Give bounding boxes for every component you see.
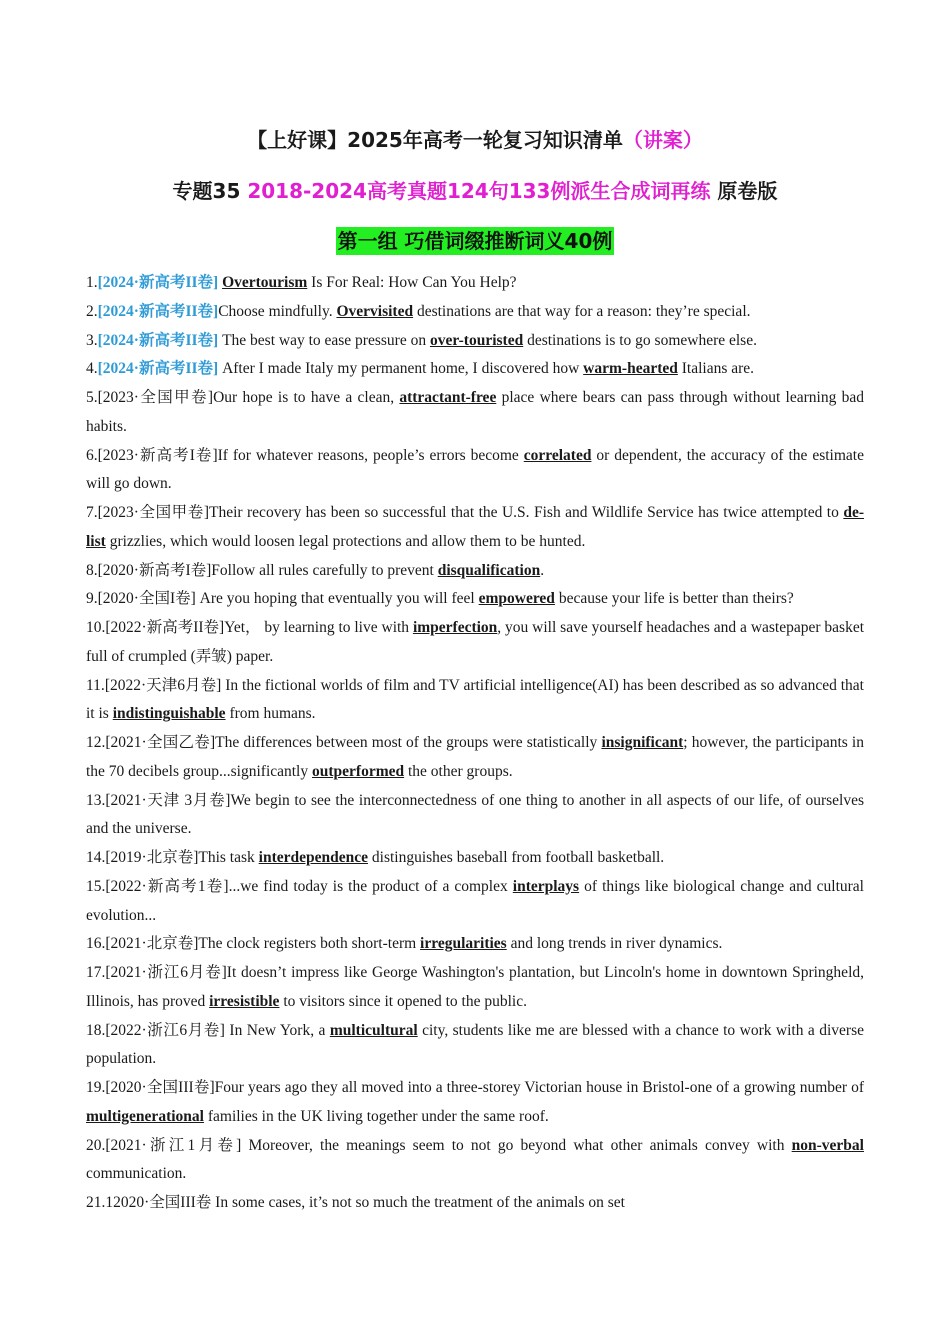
item-text: destinations are that way for a reason: they’re special.	[413, 302, 751, 320]
item-text: Choose mindfully.	[218, 302, 337, 320]
item-source: [2022·新高考1卷]	[105, 877, 229, 895]
item-source: [2024·新高考II卷]	[97, 274, 219, 291]
list-item	[86, 959, 864, 1017]
item-source: [2023·新高考I卷]	[97, 446, 218, 464]
item-number: 10.	[86, 619, 106, 636]
list-item	[86, 1017, 864, 1075]
item-keyword: multigenerational	[86, 1107, 204, 1125]
item-text: of things like biological change and cultural evolution...	[86, 877, 864, 924]
list-item	[86, 269, 864, 298]
item-text: ...we find today is the product of a complex	[228, 877, 513, 895]
item-text: because your life is better than theirs?	[554, 590, 794, 608]
list-item	[86, 930, 864, 959]
item-number: 2.	[86, 302, 98, 320]
item-source: [2020·全国III卷]	[105, 1079, 215, 1096]
item-text: After I made Italy my permanent home, I discovered how	[218, 360, 584, 378]
item-text: or dependent, the accuracy of the estimate will go down.	[86, 446, 864, 493]
item-text: distinguishes baseball from football basketball.	[368, 849, 665, 866]
item-source: 12020·全国III卷	[105, 1194, 212, 1211]
item-source: [2023·全国甲卷]	[97, 504, 209, 521]
item-number: 18.	[86, 1021, 106, 1039]
item-number: 9.	[86, 590, 98, 608]
item-number: 15.	[86, 877, 106, 895]
item-number: 12.	[86, 734, 106, 751]
item-number: 6.	[86, 446, 98, 464]
item-text: .	[540, 561, 545, 579]
item-text: Yet， by learning to live with	[224, 619, 413, 636]
list-item	[86, 729, 864, 787]
item-number: 20.	[86, 1136, 106, 1154]
item-keyword: insignificant	[601, 734, 684, 751]
list-item	[86, 327, 864, 356]
item-keyword: de-list	[86, 504, 864, 550]
item-text: The differences between most of the groups were statistically	[215, 734, 602, 751]
list-item	[86, 873, 864, 931]
list-item	[86, 614, 864, 672]
item-number: 7.	[86, 504, 98, 521]
item-keyword: correlated	[523, 446, 592, 464]
item-keyword: disqualification	[437, 561, 541, 579]
item-source: [2022·天津6月卷]	[104, 676, 222, 694]
item-text: We begin to see the interconnectedness of one thing to another in all aspects of our life, of ourselves and the universe.	[86, 791, 864, 838]
item-text: Follow all rules carefully to prevent	[211, 561, 438, 579]
sentence-list	[86, 269, 864, 1218]
item-text: Four years ago they all moved into a three-storey Victorian house in Bristol-one of a growing number of	[214, 1079, 864, 1096]
item-source: [2021·天津 3月卷]	[105, 791, 231, 809]
item-text: grizzlies, which would loosen legal protections and allow them to be hunted.	[105, 532, 586, 550]
item-keyword: over-touristed	[429, 331, 524, 349]
item-source: [2020·全国I卷]	[97, 590, 196, 608]
document-title: 【上好课】2025年高考一轮复习知识清单（讲案）	[247, 128, 703, 152]
item-number: 5.	[86, 389, 98, 406]
list-item	[86, 1189, 864, 1218]
section-heading: 第一组 巧借词缀推断词义40例	[337, 229, 613, 253]
item-text: the other groups.	[404, 762, 513, 780]
list-item	[86, 787, 864, 845]
list-item	[86, 1074, 864, 1132]
item-text: The clock registers both short-term	[198, 935, 421, 953]
item-number: 13.	[86, 791, 106, 809]
item-text: If for whatever reasons, people’s errors become	[217, 446, 524, 464]
list-item	[86, 585, 864, 614]
item-text: families in the UK living together under the same roof.	[203, 1107, 549, 1125]
item-text: In the fictional worlds of film and TV artificial intelligence(AI) has been described as so advanced that it is	[86, 676, 864, 723]
item-source: [2021·全国乙卷]	[105, 734, 216, 751]
list-item	[86, 844, 864, 873]
item-number: 21.	[86, 1194, 106, 1211]
item-keyword: interdependence	[258, 849, 369, 866]
item-keyword: interplays	[512, 877, 580, 895]
item-keyword: imperfection	[412, 619, 498, 636]
list-item	[86, 557, 864, 586]
item-number: 17.	[86, 964, 106, 981]
item-source: [2020·新高考I卷]	[97, 561, 212, 579]
item-source: [2022·新高考II卷]	[105, 619, 225, 636]
item-text: It doesn’t impress like George Washington's plantation, but Lincoln's home in downtown Springheld, Illinois, has proved	[86, 964, 864, 1010]
list-item	[86, 499, 864, 557]
item-number: 14.	[86, 849, 106, 866]
list-item	[86, 355, 864, 384]
item-keyword: Overvisited	[336, 302, 414, 320]
item-text: to visitors since it opened to the public.	[279, 992, 527, 1010]
item-source: [2019·北京卷]	[105, 849, 199, 866]
item-keyword: empowered	[478, 590, 555, 608]
item-number: 8.	[86, 561, 98, 579]
item-source: [2024·新高考II卷]	[97, 331, 219, 349]
item-source: [2021·北京卷]	[105, 935, 199, 953]
item-text: Are you hoping that eventually you will feel	[195, 590, 479, 608]
item-keyword: indistinguishable	[112, 705, 226, 723]
item-number: 3.	[86, 331, 98, 349]
item-keyword: multicultural	[329, 1021, 418, 1039]
item-number: 11.	[86, 676, 105, 694]
item-keyword: irresistible	[209, 992, 280, 1010]
item-keyword: Overtourism	[222, 274, 308, 291]
item-number: 16.	[86, 935, 106, 953]
item-number: 4.	[86, 360, 98, 378]
item-text: Their recovery has been so successful that the U.S. Fish and Wildlife Service has twice attempted to	[209, 504, 844, 521]
item-text: Is For Real: How Can You Help?	[307, 274, 517, 291]
item-text: In some cases, it’s not so much the treatment of the animals on set	[211, 1194, 625, 1211]
item-keyword: irregularities	[420, 935, 507, 953]
item-text: communication.	[86, 1165, 187, 1183]
item-text: from humans.	[225, 705, 316, 723]
list-item	[86, 672, 864, 730]
item-text: Our hope is to have a clean,	[213, 389, 400, 406]
document-subtitle: 专题35 2018-2024高考真题124句133例派生合成词再练 原卷版	[172, 179, 778, 203]
item-number: 19.	[86, 1079, 106, 1096]
item-text: city, students like me are blessed with a chance to work with a diverse population.	[86, 1021, 864, 1068]
item-keyword: outperformed	[312, 762, 405, 780]
item-keyword: warm-hearted	[583, 360, 678, 378]
item-text: place where bears can pass through without learning bad habits.	[86, 389, 864, 435]
item-source: [2021·浙江6月卷]	[105, 964, 227, 981]
list-item	[86, 298, 864, 327]
document-page	[86, 120, 864, 1218]
item-source: [2021·浙江1月卷]	[105, 1136, 242, 1154]
item-keyword: non-verbal	[791, 1136, 864, 1154]
item-source: [2023·全国甲卷]	[97, 389, 214, 406]
item-text: This task	[198, 849, 259, 866]
item-number: 1.	[86, 274, 98, 291]
list-item	[86, 442, 864, 500]
item-text: In New York, a	[224, 1021, 330, 1039]
list-item	[86, 384, 864, 442]
item-source: [2024·新高考II卷]	[97, 360, 219, 378]
item-text: Italians are.	[677, 360, 755, 378]
item-text: ; however, the participants in the 70 decibels group...significantly	[86, 734, 864, 780]
item-source: [2022·浙江6月卷]	[105, 1021, 225, 1039]
list-item	[86, 1132, 864, 1190]
item-source: [2024·新高考II卷]	[97, 302, 219, 320]
item-keyword: attractant-free	[399, 389, 497, 406]
item-text: , you will save yourself headaches and a wastepaper basket full of crumpled (弄皱) paper.	[86, 619, 865, 665]
item-text: and long trends in river dynamics.	[506, 935, 723, 953]
item-text: destinations is to go somewhere else.	[523, 331, 757, 349]
item-text: The best way to ease pressure on	[218, 331, 430, 349]
item-text: Moreover, the meanings seem to not go beyond what other animals convey with	[241, 1136, 792, 1154]
